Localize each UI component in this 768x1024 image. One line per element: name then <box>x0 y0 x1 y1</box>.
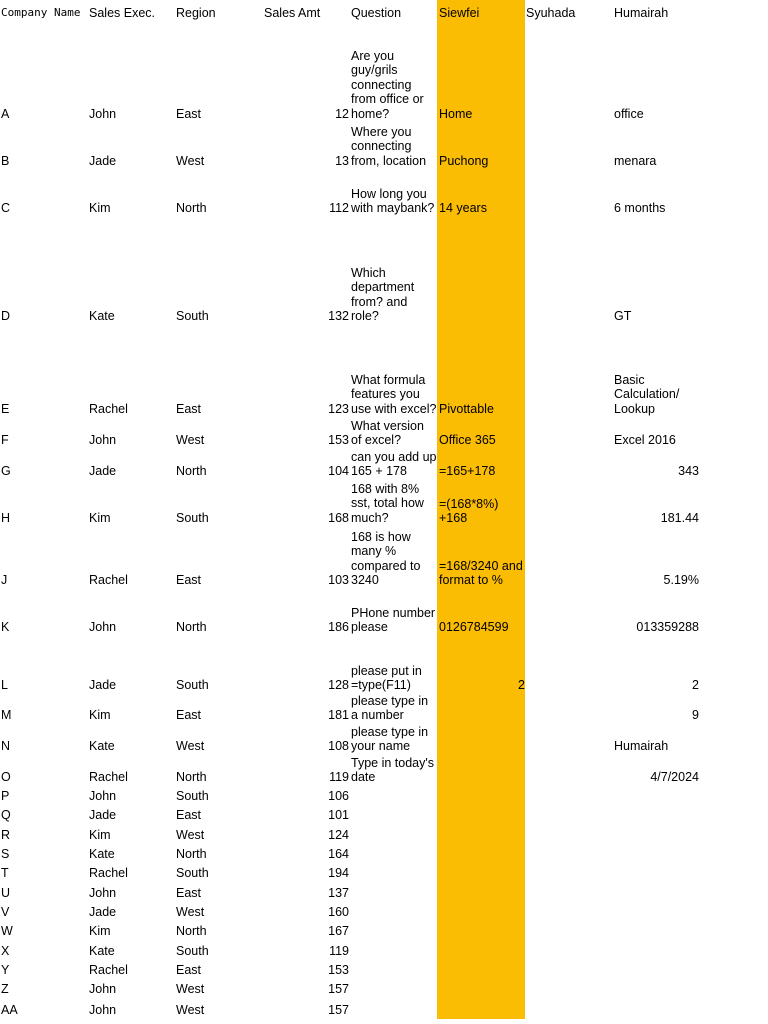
cell-region[interactable]: South <box>176 866 209 880</box>
header-company-name[interactable]: Company Name <box>1 6 81 19</box>
cell-humairah[interactable]: Basic Calculation/ Lookup <box>614 372 680 416</box>
cell-region[interactable]: East <box>176 708 202 722</box>
cell-sales-amt[interactable]: 124 <box>328 828 349 842</box>
cell-region[interactable]: South <box>176 944 209 958</box>
cell-sales-amt[interactable]: 103 <box>328 573 349 587</box>
cell-siewfei[interactable]: Home <box>439 106 473 121</box>
header-region[interactable]: Region <box>176 6 216 20</box>
cell-sales-amt[interactable]: 168 <box>328 511 349 525</box>
cell-sales-exec[interactable]: John <box>89 433 117 447</box>
cell-humairah[interactable]: 5.19% <box>663 572 699 587</box>
cell-question[interactable]: What formula features you use with excel? <box>351 372 437 416</box>
cell-region[interactable]: East <box>176 963 202 977</box>
cell-region[interactable]: North <box>176 770 207 784</box>
cell-region[interactable]: West <box>176 433 205 447</box>
cell-region[interactable]: West <box>176 1003 205 1017</box>
cell-company[interactable]: S <box>1 847 10 861</box>
cell-sales-exec[interactable]: Kate <box>89 944 115 958</box>
cell-company[interactable]: Q <box>1 808 11 822</box>
cell-region[interactable]: West <box>176 982 205 996</box>
cell-question[interactable]: please type in a number <box>351 693 429 722</box>
cell-sales-exec[interactable]: Jade <box>89 678 117 692</box>
cell-region[interactable]: South <box>176 678 209 692</box>
cell-sales-exec[interactable]: Kim <box>89 511 111 525</box>
cell-sales-amt[interactable]: 164 <box>328 847 349 861</box>
cell-sales-exec[interactable]: Jade <box>89 464 117 478</box>
cell-humairah[interactable]: Excel 2016 <box>614 432 676 447</box>
cell-sales-exec[interactable]: John <box>89 789 117 803</box>
cell-sales-amt[interactable]: 160 <box>328 905 349 919</box>
cell-question[interactable]: please put in =type(F11) <box>351 663 422 692</box>
cell-sales-exec[interactable]: Rachel <box>89 573 128 587</box>
cell-sales-exec[interactable]: Kim <box>89 828 111 842</box>
cell-company[interactable]: N <box>1 739 11 753</box>
cell-sales-exec[interactable]: Kim <box>89 201 111 215</box>
cell-region[interactable]: South <box>176 789 209 803</box>
cell-sales-exec[interactable]: John <box>89 982 117 996</box>
cell-sales-amt[interactable]: 186 <box>328 620 349 634</box>
cell-company[interactable]: B <box>1 154 10 168</box>
cell-humairah[interactable]: GT <box>614 308 632 323</box>
cell-region[interactable]: West <box>176 739 205 753</box>
cell-sales-exec[interactable]: Jade <box>89 154 117 168</box>
cell-sales-amt[interactable]: 153 <box>328 433 349 447</box>
cell-humairah[interactable]: 6 months <box>614 200 666 215</box>
cell-company[interactable]: F <box>1 433 9 447</box>
cell-region[interactable]: West <box>176 828 205 842</box>
cell-sales-exec[interactable]: Rachel <box>89 963 128 977</box>
cell-humairah[interactable]: 181.44 <box>660 510 699 525</box>
cell-company[interactable]: U <box>1 886 11 900</box>
cell-sales-exec[interactable]: Jade <box>89 905 117 919</box>
cell-question[interactable]: 168 with 8% sst, total how much? <box>351 481 424 525</box>
cell-sales-amt[interactable]: 104 <box>328 464 349 478</box>
cell-humairah[interactable]: menara <box>614 153 657 168</box>
cell-siewfei[interactable]: Pivottable <box>439 401 494 416</box>
header-question[interactable]: Question <box>351 6 402 20</box>
cell-region[interactable]: West <box>176 905 205 919</box>
cell-sales-exec[interactable]: Kim <box>89 708 111 722</box>
cell-siewfei[interactable]: Puchong <box>439 153 489 168</box>
cell-company[interactable]: G <box>1 464 11 478</box>
cell-company[interactable]: A <box>1 107 10 121</box>
cell-sales-exec[interactable]: Kate <box>89 739 115 753</box>
cell-siewfei[interactable]: Office 365 <box>439 432 496 447</box>
cell-region[interactable]: North <box>176 620 207 634</box>
cell-humairah[interactable]: office <box>614 106 644 121</box>
cell-question[interactable]: please type in your name <box>351 724 429 753</box>
cell-sales-exec[interactable]: Rachel <box>89 402 128 416</box>
cell-sales-exec[interactable]: Jade <box>89 808 117 822</box>
cell-company[interactable]: R <box>1 828 11 842</box>
cell-company[interactable]: D <box>1 309 11 323</box>
cell-sales-amt[interactable]: 153 <box>328 963 349 977</box>
header-sales-amt[interactable]: Sales Amt <box>264 6 321 20</box>
cell-sales-exec[interactable]: John <box>89 107 117 121</box>
cell-company[interactable]: H <box>1 511 11 525</box>
cell-humairah[interactable]: 2 <box>692 677 699 692</box>
cell-humairah[interactable]: 013359288 <box>636 619 699 634</box>
cell-question[interactable]: Are you guy/grils connecting from office or home? <box>351 48 424 121</box>
cell-region[interactable]: East <box>176 573 202 587</box>
cell-siewfei[interactable]: =168/3240 and format to % <box>439 558 523 587</box>
cell-company[interactable]: E <box>1 402 10 416</box>
cell-company[interactable]: P <box>1 789 10 803</box>
cell-region[interactable]: South <box>176 511 209 525</box>
cell-company[interactable]: M <box>1 708 12 722</box>
cell-company[interactable]: Z <box>1 982 9 996</box>
cell-region[interactable]: East <box>176 886 202 900</box>
cell-question[interactable]: Where you connecting from, location <box>351 124 427 168</box>
cell-sales-exec[interactable]: Rachel <box>89 866 128 880</box>
cell-region[interactable]: East <box>176 402 202 416</box>
cell-company[interactable]: C <box>1 201 11 215</box>
cell-question[interactable]: Which department from? and role? <box>351 265 415 323</box>
cell-question[interactable]: can you add up 165 + 178 <box>351 449 437 478</box>
cell-company[interactable]: V <box>1 905 10 919</box>
cell-siewfei[interactable]: =165+178 <box>439 463 496 478</box>
cell-question[interactable]: Type in today's date <box>351 755 434 784</box>
cell-sales-exec[interactable]: John <box>89 886 117 900</box>
cell-sales-exec[interactable]: Kate <box>89 309 115 323</box>
cell-sales-amt[interactable]: 12 <box>335 107 349 121</box>
cell-sales-amt[interactable]: 112 <box>329 201 349 215</box>
cell-siewfei[interactable]: =(168*8%) +168 <box>439 496 499 525</box>
cell-sales-amt[interactable]: 13 <box>335 154 349 168</box>
cell-company[interactable]: Y <box>1 963 10 977</box>
header-syuhada[interactable]: Syuhada <box>526 6 576 20</box>
cell-region[interactable]: North <box>176 847 207 861</box>
cell-question[interactable]: 168 is how many % compared to 3240 <box>351 529 421 587</box>
cell-question[interactable]: How long you with maybank? <box>351 186 435 215</box>
cell-siewfei[interactable]: 14 years <box>439 200 487 215</box>
cell-sales-amt[interactable]: 157 <box>328 982 349 996</box>
cell-humairah[interactable]: Humairah <box>614 738 669 753</box>
cell-sales-amt[interactable]: 167 <box>328 924 349 938</box>
cell-question[interactable]: PHone number please <box>351 605 436 634</box>
cell-sales-amt[interactable]: 106 <box>328 789 349 803</box>
cell-region[interactable]: North <box>176 201 207 215</box>
cell-sales-amt[interactable]: 119 <box>329 944 349 958</box>
cell-siewfei[interactable]: 0126784599 <box>439 619 509 634</box>
cell-region[interactable]: North <box>176 464 207 478</box>
cell-company[interactable]: W <box>1 924 13 938</box>
cell-company[interactable]: J <box>1 573 8 587</box>
cell-sales-amt[interactable]: 128 <box>328 678 349 692</box>
cell-company[interactable]: L <box>1 678 8 692</box>
cell-sales-amt[interactable]: 119 <box>329 770 349 784</box>
cell-company[interactable]: X <box>1 944 10 958</box>
cell-sales-amt[interactable]: 108 <box>328 739 349 753</box>
cell-sales-exec[interactable]: John <box>89 1003 117 1017</box>
cell-siewfei[interactable]: 2 <box>518 677 525 692</box>
cell-sales-amt[interactable]: 157 <box>328 1003 349 1017</box>
cell-sales-exec[interactable]: Kate <box>89 847 115 861</box>
cell-company[interactable]: O <box>1 770 11 784</box>
cell-company[interactable]: T <box>1 866 9 880</box>
cell-company[interactable]: K <box>1 620 10 634</box>
header-humairah[interactable]: Humairah <box>614 6 669 20</box>
cell-sales-exec[interactable]: Kim <box>89 924 111 938</box>
cell-sales-amt[interactable]: 194 <box>328 866 349 880</box>
cell-humairah[interactable]: 343 <box>678 463 699 478</box>
cell-region[interactable]: North <box>176 924 207 938</box>
cell-company[interactable]: AA <box>1 1003 18 1017</box>
cell-region[interactable]: East <box>176 107 202 121</box>
cell-sales-exec[interactable]: Rachel <box>89 770 128 784</box>
cell-sales-amt[interactable]: 123 <box>328 402 349 416</box>
cell-question[interactable]: What version of excel? <box>351 418 424 447</box>
header-sales-exec[interactable]: Sales Exec. <box>89 6 156 20</box>
cell-region[interactable]: West <box>176 154 205 168</box>
cell-humairah[interactable]: 4/7/2024 <box>650 769 699 784</box>
cell-region[interactable]: South <box>176 309 209 323</box>
cell-region[interactable]: East <box>176 808 202 822</box>
cell-humairah[interactable]: 9 <box>692 707 699 722</box>
header-siewfei[interactable]: Siewfei <box>439 6 480 20</box>
cell-sales-amt[interactable]: 181 <box>328 708 349 722</box>
cell-sales-amt[interactable]: 137 <box>328 886 349 900</box>
cell-sales-amt[interactable]: 132 <box>328 309 349 323</box>
cell-sales-amt[interactable]: 101 <box>328 808 349 822</box>
cell-sales-exec[interactable]: John <box>89 620 117 634</box>
